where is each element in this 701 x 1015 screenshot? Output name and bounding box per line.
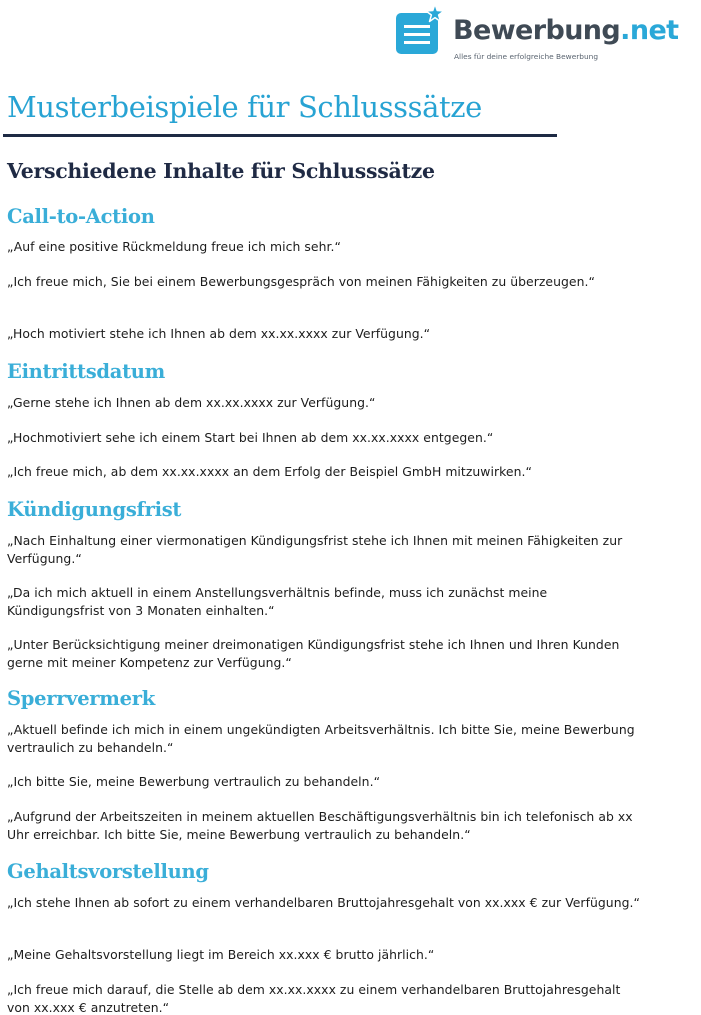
section-heading-gehaltsvorstellung: Gehaltsvorstellung (7, 860, 209, 883)
example-sentence: „Aufgrund der Arbeitszeiten in meinem aktuellen Beschäftigungsverhältnis bin ich telefonisch ab xx Uhr erreichbar. Ich bitte Sie, meine Bewerbung vertraulich zu behandeln.“ (7, 809, 633, 842)
example-sentence: „Meine Gehaltsvorstellung liegt im Bereich xx.xxx € brutto jährlich.“ (7, 947, 435, 962)
example-sentence: „Aktuell befinde ich mich in einem ungekündigten Arbeitsverhältnis. Ich bitte Sie, meine Bewerbung vertraulich zu behandeln.“ (7, 722, 635, 755)
document-star-icon (395, 3, 449, 55)
brand-tagline: Alles für deine erfolgreiche Bewerbung (454, 52, 599, 61)
page-title: Musterbeispiele für Schlusssätze (7, 90, 482, 124)
section-heading-eintrittsdatum: Eintrittsdatum (7, 360, 166, 383)
brand-name-tld: .net (620, 15, 679, 46)
example-sentence: „Unter Berücksichtigung meiner dreimonatigen Kündigungsfrist stehe ich Ihnen und Ihren Kunden gerne mit meiner Kompetenz zur Verfügung.“ (7, 637, 620, 670)
page-subtitle: Verschiedene Inhalte für Schlusssätze (7, 159, 435, 183)
section-heading-kuendigungsfrist: Kündigungsfrist (7, 498, 182, 521)
example-sentence: „Hochmotiviert sehe ich einem Start bei Ihnen ab dem xx.xx.xxxx entgegen.“ (7, 430, 494, 445)
title-divider (3, 134, 557, 137)
example-sentence: „Ich bitte Sie, meine Bewerbung vertraulich zu behandeln.“ (7, 774, 381, 789)
brand-logo[interactable] (395, 3, 697, 63)
example-sentence: „Ich stehe Ihnen ab sofort zu einem verhandelbaren Bruttojahresgehalt von xx.xxx € zur Verfügung.“ (7, 895, 640, 910)
example-sentence: „Hoch motiviert stehe ich Ihnen ab dem xx.xx.xxxx zur Verfügung.“ (7, 326, 431, 341)
example-sentence: „Nach Einhaltung einer viermonatigen Kündigungsfrist stehe ich Ihnen mit meinen Fähigkeiten zur Verfügung.“ (7, 533, 623, 566)
example-sentence: „Ich freue mich, ab dem xx.xx.xxxx an dem Erfolg der Beispiel GmbH mitzuwirken.“ (7, 464, 532, 479)
brand-name-main: Bewerbung (453, 15, 621, 46)
example-sentence: „Ich freue mich darauf, die Stelle ab dem xx.xx.xxxx zu einem verhandelbaren Bruttojahresgehalt von xx.xxx € anzutreten.“ (7, 982, 621, 1015)
brand-name (453, 16, 678, 46)
example-sentence: „Auf eine positive Rückmeldung freue ich mich sehr.“ (7, 239, 341, 254)
example-sentence: „Gerne stehe ich Ihnen ab dem xx.xx.xxxx zur Verfügung.“ (7, 395, 376, 410)
example-sentence: „Ich freue mich, Sie bei einem Bewerbungsgespräch von meinen Fähigkeiten zu überzeugen.“ (7, 274, 595, 289)
section-heading-call-to-action: Call-to-Action (7, 205, 155, 228)
example-sentence: „Da ich mich aktuell in einem Anstellungsverhältnis befinde, muss ich zunächst meine Kündigungsfrist von 3 Monaten einhalten.“ (7, 585, 548, 618)
section-heading-sperrvermerk: Sperrvermerk (7, 687, 155, 710)
